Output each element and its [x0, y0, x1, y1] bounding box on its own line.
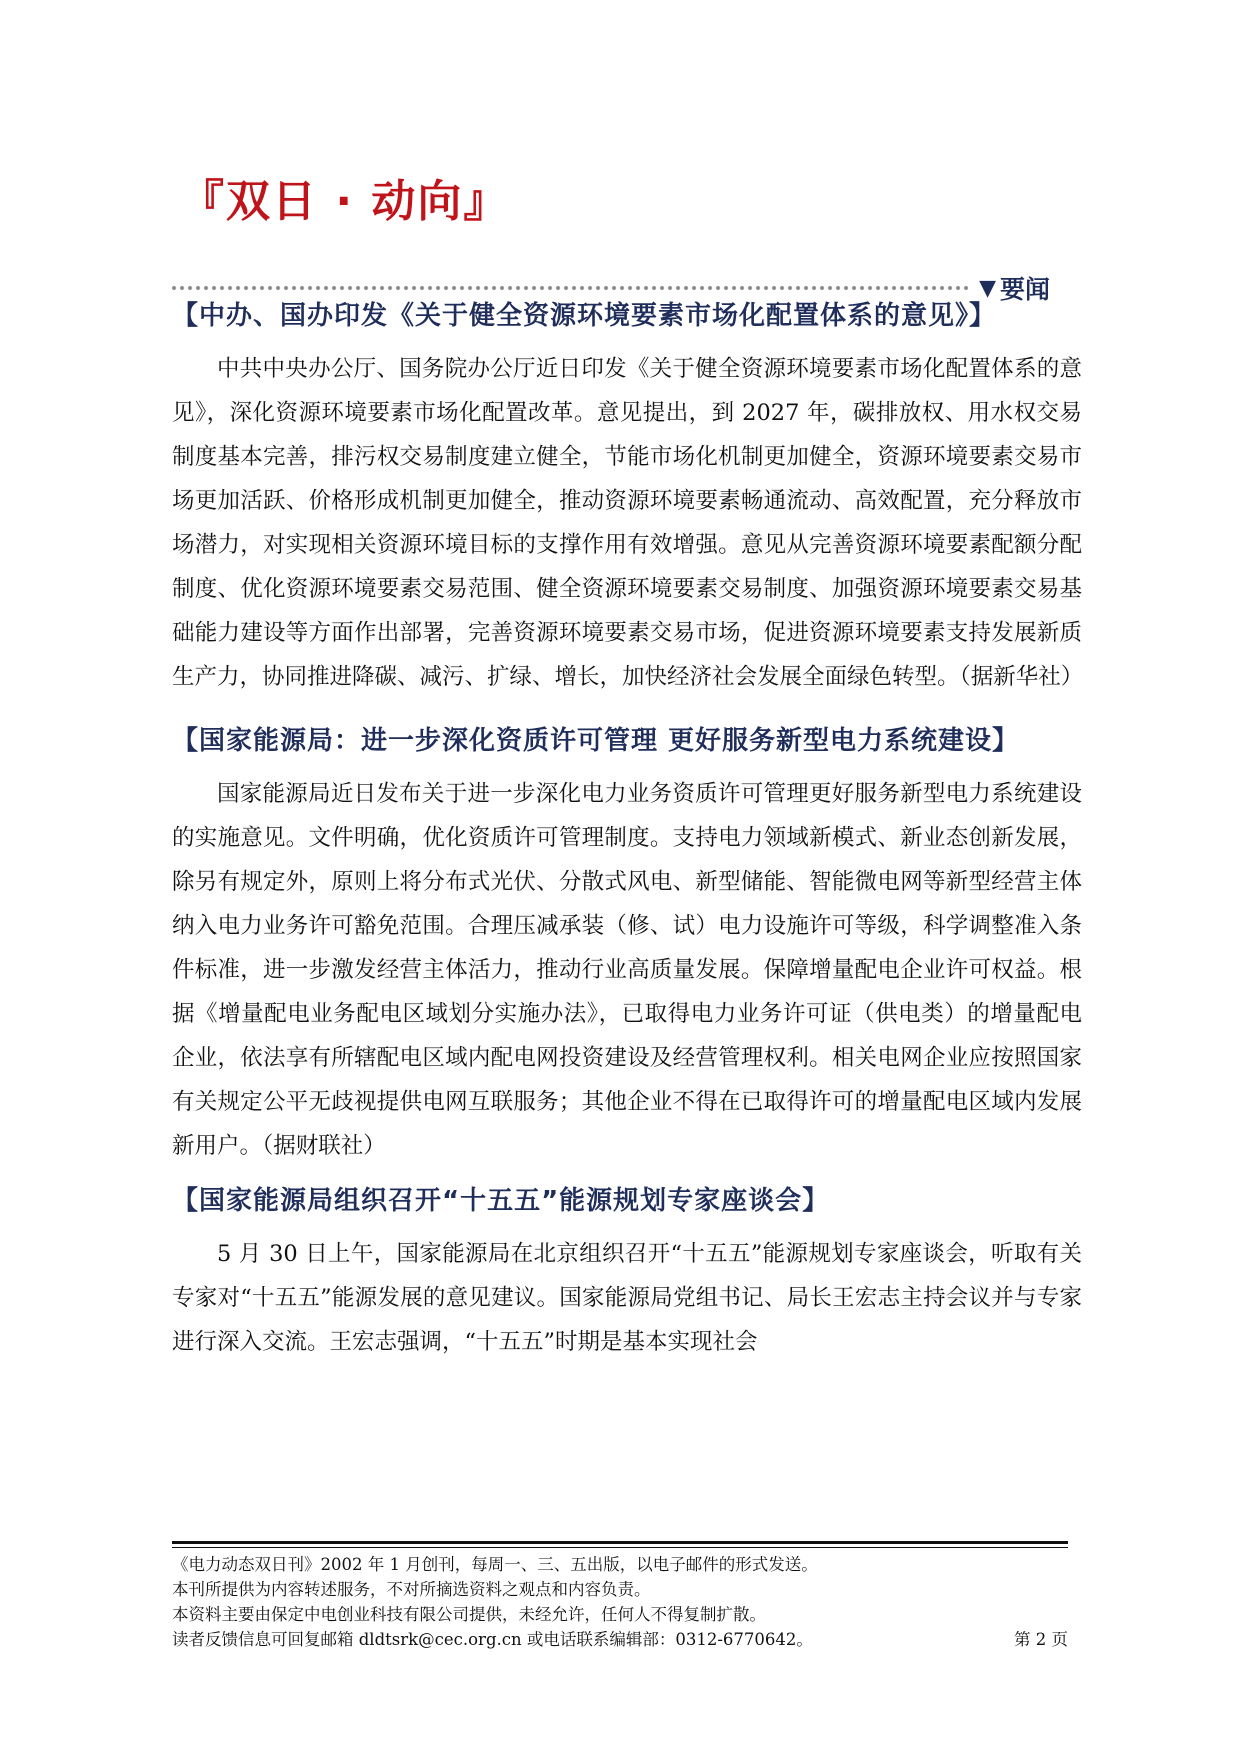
- page-number: 第 2 页: [1014, 1630, 1068, 1649]
- footer-rule: [172, 1547, 1068, 1548]
- footer-line: 《电力动态双日刊》2002 年 1 月创刊，每周一、三、五出版，以电子邮件的形式发送。: [172, 1555, 818, 1574]
- footer-rule: [172, 1541, 1068, 1544]
- article-title: 【国家能源局：进一步深化资质许可管理 更好服务新型电力系统建设】: [172, 726, 1020, 756]
- footer: [172, 1552, 1068, 1652]
- article-body: 5 月 30 日上午，国家能源局在北京组织召开“十五五”能源规划专家座谈会，听取有关专家对“十五五”能源发展的意见建议。国家能源局党组书记、局长王宏志主持会议并与专家进行深入交流。王宏志强调，“十五五”时期是基本实现社会: [172, 1241, 1082, 1355]
- down-triangle-icon: ▼: [979, 275, 996, 301]
- article-title: 【国家能源局组织召开“十五五”能源规划专家座谈会】: [172, 1186, 830, 1216]
- footer-line: 本资料主要由保定中电创业科技有限公司提供，未经允许，任何人不得复制扩散。: [172, 1605, 766, 1624]
- footer-line: 本刊所提供为内容转述服务，不对所摘选资料之观点和内容负责。: [172, 1580, 651, 1599]
- article-title: 【中办、国办印发《关于健全资源环境要素市场化配置体系的意见》】: [172, 301, 997, 331]
- footer-line: 读者反馈信息可回复邮箱 dldtsrk@cec.org.cn 或电话联系编辑部：0312-6770642。: [172, 1630, 813, 1649]
- article-body: 国家能源局近日发布关于进一步深化电力业务资质许可管理更好服务新型电力系统建设的实施意见。文件明确，优化资质许可管理制度。支持电力领域新模式、新业态创新发展，除另有规定外，原则上将分布式光伏、分散式风电、新型储能、智能微电网等新型经营主体纳入电力业务许可豁免范围。合理压减承装（修、试）电力设施许可等级，科学调整准入条件标准，进一步激发经营主体活力，推动行业高质量发展。保障增量配电企业许可权益。根据《增量配电业务配电区域划分实施办法》，已取得电力业务许可证（供电类）的增量配电企业，依法享有所辖配电区域内配电网投资建设及经营管理权利。相关电网企业应按照国家有关规定公平无歧视提供电网互联服务；其他企业不得在已取得许可的增量配电区域内发展新用户。（据财联社）: [172, 781, 1082, 1159]
- masthead-title: 『双日 · 动向』: [180, 176, 510, 227]
- section-label: 要闻: [999, 275, 1050, 304]
- article-body: 中共中央办公厅、国务院办公厅近日印发《关于健全资源环境要素市场化配置体系的意见》，深化资源环境要素市场化配置改革。意见提出，到 2027 年，碳排放权、用水权交易制度基本完善，排污权交易制度建立健全，节能市场化机制更加健全，资源环境要素交易市场更加活跃、价格形成机制更加健全，推动资源环境要素畅通流动、高效配置，充分释放市场潜力，对实现相关资源环境目标的支撑作用有效增强。意见从完善资源环境要素配额分配制度、优化资源环境要素交易范围、健全资源环境要素交易制度、加强资源环境要素交易基础能力建设等方面作出部署，完善资源环境要素交易市场，促进资源环境要素支持发展新质生产力，协同推进降碳、减污、扩绿、增长，加快经济社会发展全面绿色转型。（据新华社）: [172, 356, 1084, 690]
- dotted-divider: [172, 286, 969, 290]
